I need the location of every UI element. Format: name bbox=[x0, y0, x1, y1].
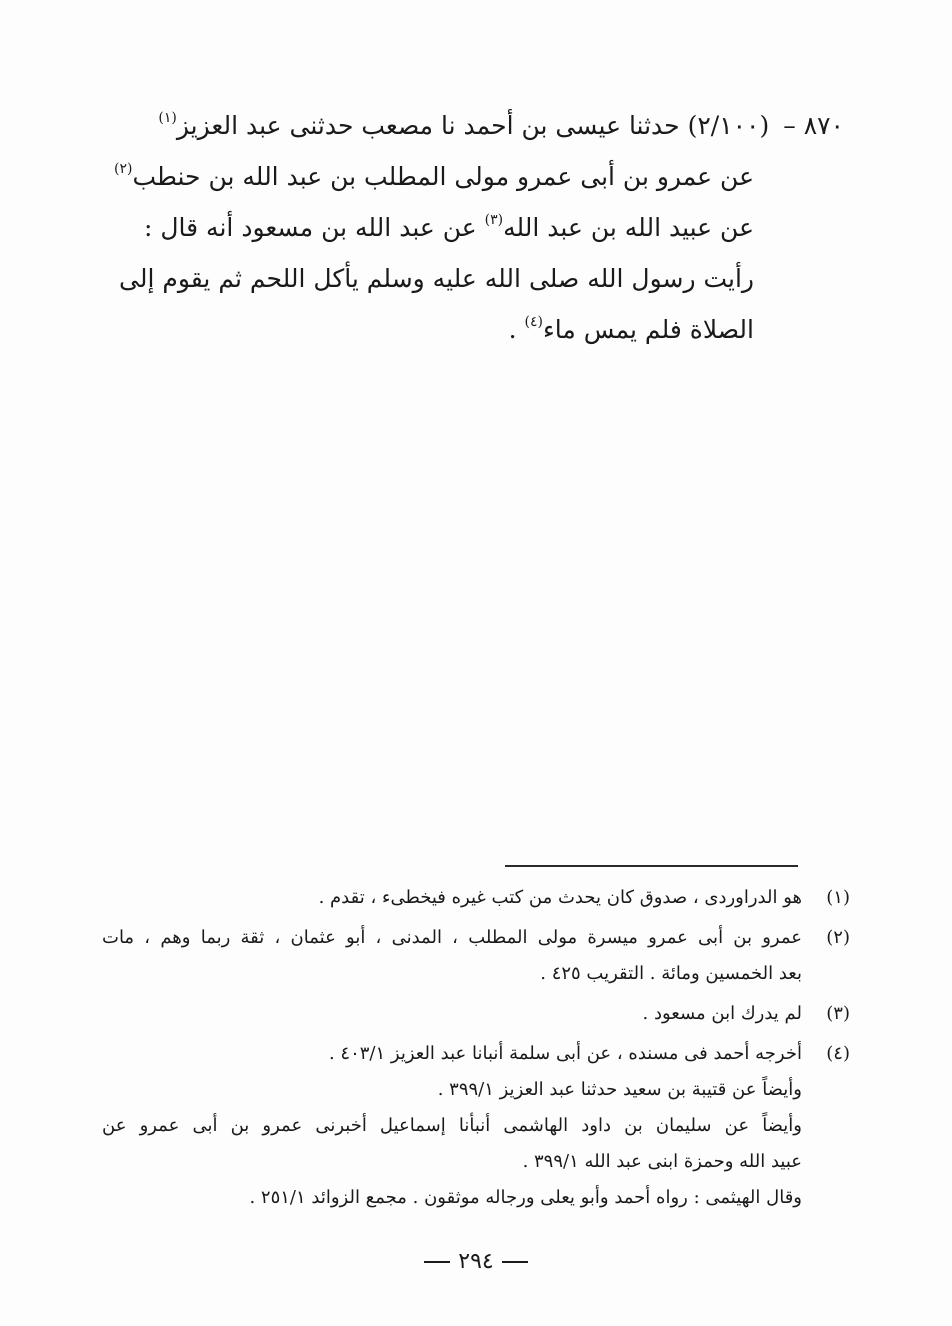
hadith-line-1 bbox=[104, 100, 844, 151]
footnote-line: هو الدراوردى ، صدوق كان يحدث من كتب غيره فيخطىء ، تقدم . bbox=[318, 887, 802, 908]
hadith-line-3 bbox=[144, 202, 754, 253]
hadith-line-text: عن عبد الله بن مسعود أنه قال : bbox=[144, 213, 477, 242]
footnote-2 bbox=[102, 920, 850, 992]
footnote-line: بعد الخمسين ومائة . التقريب ٤٢٥ . bbox=[540, 963, 802, 984]
hadith-line-4 bbox=[119, 253, 754, 304]
footnote-line: وأيضاً عن سليمان بن داود الهاشمى أنبأنا إسماعيل أخبرنى عمرو بن أبى عمرو عن bbox=[102, 1115, 802, 1136]
hadith-line-text: (٢/١٠٠) حدثنا عيسى بن أحمد نا مصعب حدثنى عبد العزيز bbox=[176, 111, 770, 140]
footnote-line: عبيد الله وحمزة ابنى عبد الله ٣٩٩/١ . bbox=[522, 1151, 802, 1172]
footnotes bbox=[102, 880, 850, 1220]
hadith-line-text: عن عبيد الله بن عبد الله bbox=[503, 213, 754, 242]
footnote-4 bbox=[102, 1036, 850, 1216]
footnote-line: وأيضاً عن قتيبة بن سعيد حدثنا عبد العزيز ٣٩٩/١ . bbox=[437, 1079, 802, 1100]
hadith-line-text: عن عمرو بن أبى عمرو مولى المطلب بن عبد الله بن حنطب bbox=[132, 162, 754, 191]
footnote-marker: (٤) bbox=[524, 314, 543, 330]
hadith-line-text: الصلاة فلم يمس ماء bbox=[542, 315, 754, 344]
page-number-dash bbox=[424, 1261, 450, 1263]
footnote-number: (١) bbox=[826, 887, 850, 908]
footnote-number: (٤) bbox=[826, 1043, 850, 1064]
footnote-line: أخرجه أحمد فى مسنده ، عن أبى سلمة أنبانا عبد العزيز ٤٠٣/١ . bbox=[328, 1043, 802, 1064]
footnote-separator bbox=[505, 865, 798, 867]
footnote-marker: (٣) bbox=[484, 212, 504, 228]
footnote-line: لم يدرك ابن مسعود . bbox=[642, 1003, 802, 1024]
footnote-number: (٢) bbox=[826, 927, 850, 948]
hadith-line-text: رأيت رسول الله صلى الله عليه وسلم يأكل اللحم ثم يقوم إلى bbox=[119, 264, 754, 293]
page-number-dash bbox=[502, 1261, 528, 1263]
hadith-text bbox=[104, 100, 844, 355]
footnote-line: وقال الهيثمى : رواه أحمد وأبو يعلى ورجاله موثقون . مجمع الزوائد ٢٥١/١ . bbox=[249, 1187, 802, 1208]
hadith-end-mark: . bbox=[508, 315, 517, 344]
footnote-3 bbox=[102, 996, 850, 1032]
hadith-number: ٨٧٠ – bbox=[783, 111, 844, 140]
footnote-line: عمرو بن أبى عمرو ميسرة مولى المطلب ، المدنى ، أبو عثمان ، ثقة ربما وهم ، مات bbox=[102, 927, 802, 948]
footnote-marker: (١) bbox=[158, 110, 177, 126]
footnote-marker: (٢) bbox=[113, 161, 133, 177]
hadith-line-5 bbox=[144, 304, 754, 355]
page-number bbox=[0, 1244, 952, 1280]
footnote-1 bbox=[102, 880, 850, 916]
hadith-line-2 bbox=[113, 151, 754, 202]
footnote-number: (٣) bbox=[826, 1003, 850, 1024]
page-number-text: ٢٩٤ bbox=[458, 1249, 494, 1274]
